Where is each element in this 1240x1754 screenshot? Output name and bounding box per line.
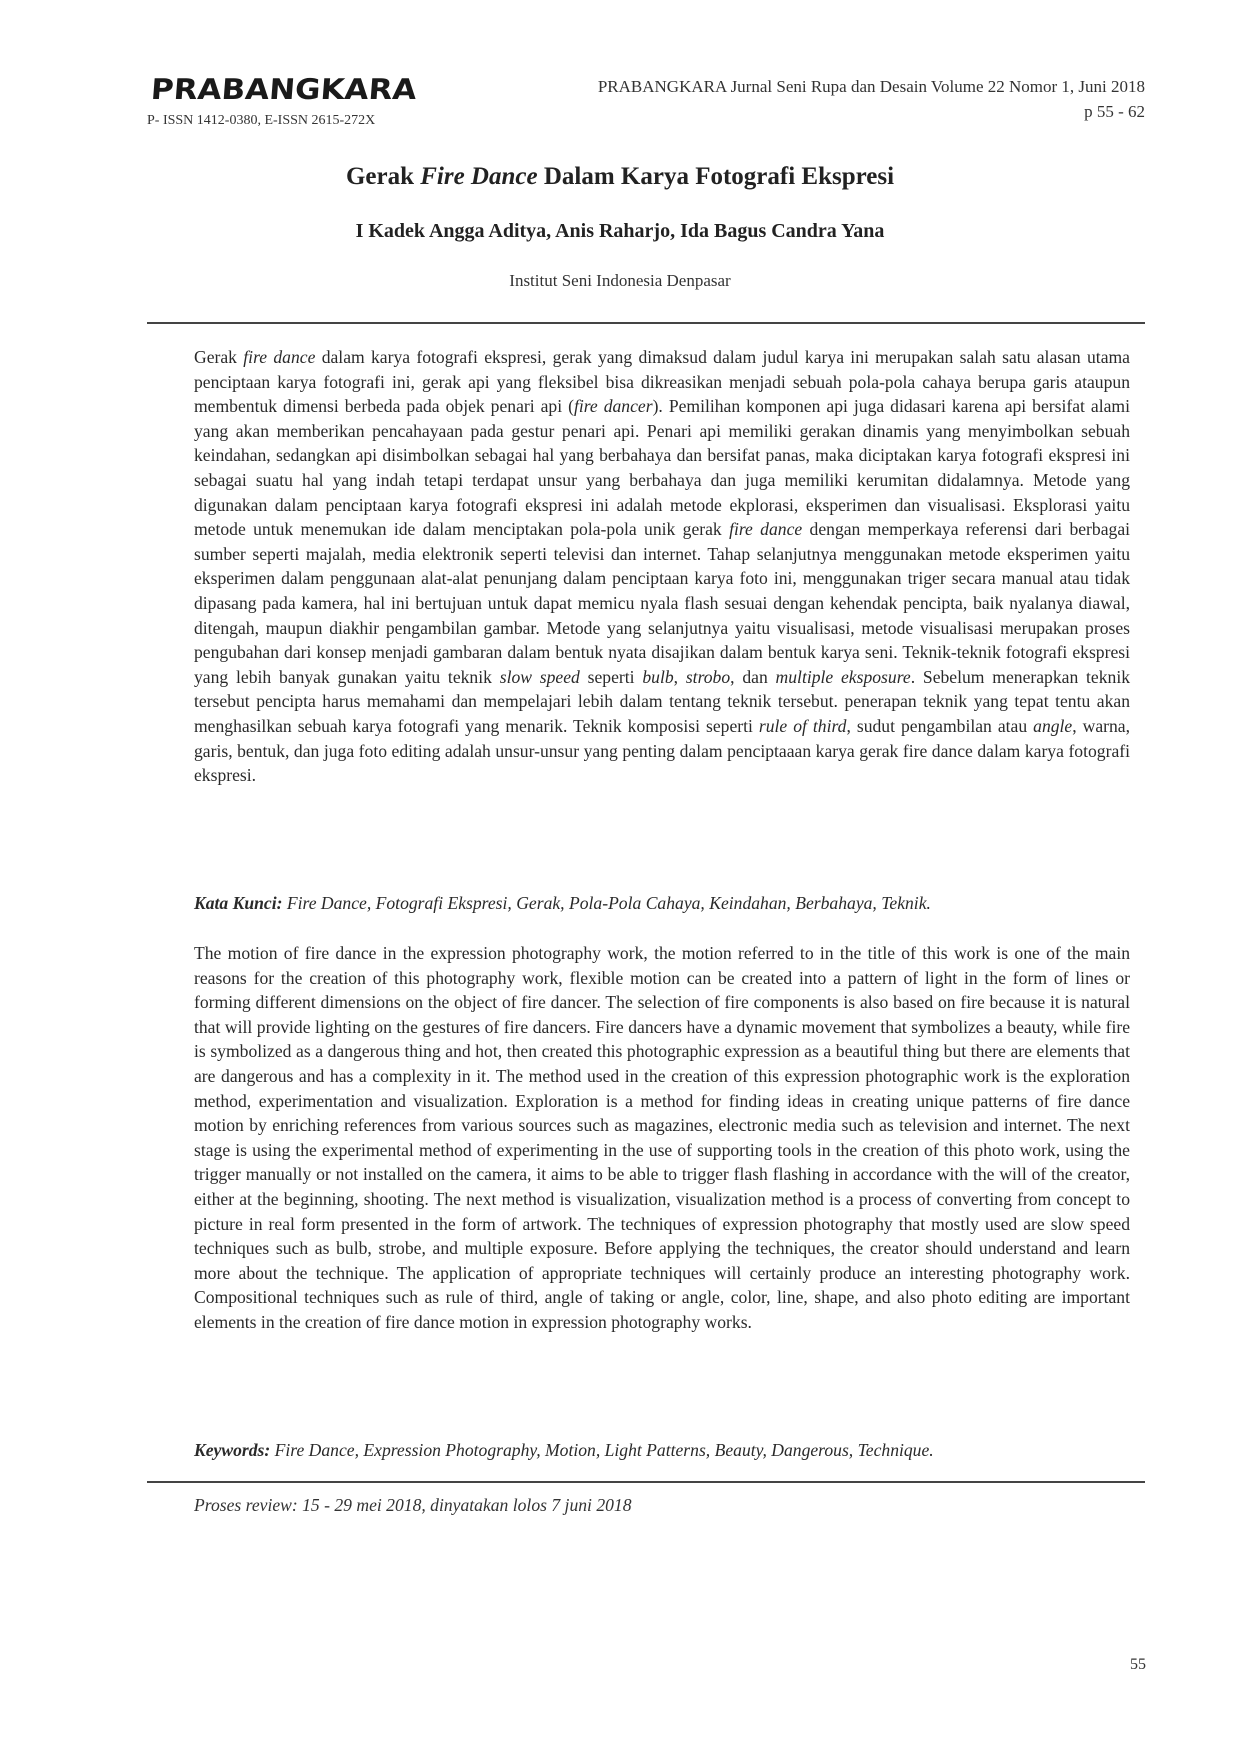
paper-authors: I Kadek Angga Aditya, Anis Raharjo, Ida Bagus Candra Yana bbox=[355, 220, 885, 242]
abs-id-s15: . Sebelum menerapkan teknik tersebut pencipta harus memahami dan mempelajari lebih dalam tentang teknik tersebut. penerapan teknik yang tepat tentu akan menghasilkan sebuah karya fotografi yang menarik. Teknik komposisi seperti bbox=[194, 666, 1131, 736]
abstract-indonesian bbox=[194, 345, 1130, 788]
paper-title bbox=[0, 163, 1240, 191]
page-number: 55 bbox=[1130, 1656, 1146, 1673]
abs-id-s4: fire dancer bbox=[573, 396, 653, 417]
title-italic: Fire Dance bbox=[420, 163, 538, 190]
abs-id-s13: , dan bbox=[730, 666, 776, 687]
abs-id-s14: multiple eksposure bbox=[775, 666, 911, 687]
journal-logo: PRABANGKARA bbox=[149, 73, 418, 107]
abs-id-s5: ). Pemilihan komponen api juga didasari karena api bersifat alami yang akan memberikan pencahayaan pada gestur penari api. Penari api memiliki gerakan dinamis yang menyimbolkan sebuah keindahan, sedangkan api disimbolkan sebagai hal yang berbahaya dan bersifat panas, maka diciptakan karya fotografi ekspresi ini sebagai suatu hal yang indah tetapi terdapat unsur yang berbahaya dan juga memiliki kerumitan didalamnya. Metode yang digunakan dalam penciptaan karya fotografi ekspresi ini adalah metode ekplorasi, eksperimen dan visualisasi. Eksplorasi yaitu metode untuk menemukan ide dalam menciptakan pola-pola unik gerak bbox=[194, 396, 1130, 540]
header-divider bbox=[147, 322, 1145, 324]
abs-id-s2: fire dance bbox=[243, 347, 316, 367]
abs-id-s7: dengan memperkaya referensi dari berbagai sumber seperti majalah, media elektronik seperti televisi dan internet. Tahap selanjutnya menggunakan metode eksperimen yaitu eksperimen dalam penggunaan alat-alat penunjang dalam penciptaan karya foto ini, menggunakan triger secara manual atau tidak dipasang pada kamera, hal ini bertujuan untuk dapat memicu nyala flash sesuai dengan kehendak pencipta, baik nyalanya diawal, ditengah, maupun diakhir pengambilan gambar. Metode yang selanjutnya yaitu visualisasi, metode visualisasi merupakan proses pengubahan dari konsep menjadi gambaran dalam bentuk nyata disajikan dalam bentuk karya seni. Teknik-teknik fotografi ekspresi yang lebih banyak gunakan yaitu teknik bbox=[194, 519, 1131, 687]
abs-id-s18: angle bbox=[1033, 715, 1073, 736]
abs-id-s19: , warna, garis, bentuk, dan juga foto editing adalah unsur-unsur yang penting dalam penciptaaan karya gerak fire dance dalam karya fotografi ekspresi. bbox=[194, 715, 1131, 786]
footer-divider bbox=[147, 1481, 1145, 1483]
keywords-en-label: Keywords: bbox=[194, 1440, 271, 1460]
keywords-en-text: Fire Dance, Expression Photography, Motion, Light Patterns, Beauty, Dangerous, Technique. bbox=[270, 1440, 934, 1460]
journal-pages-line: p 55 - 62 bbox=[1084, 102, 1145, 121]
title-part2: Dalam Karya Fotografi Ekspresi bbox=[537, 163, 895, 190]
abs-id-s6: fire dance bbox=[729, 519, 803, 540]
journal-volume-line: PRABANGKARA Jurnal Seni Rupa dan Desain Volume 22 Nomor 1, Juni 2018 bbox=[597, 77, 1145, 96]
keywords-id-text: Fire Dance, Fotografi Ekspresi, Gerak, Pola-Pola Cahaya, Keindahan, Berbahaya, Teknik. bbox=[282, 893, 931, 913]
keywords-indonesian bbox=[194, 893, 1130, 914]
author-institution: Institut Seni Indonesia Denpasar bbox=[509, 271, 731, 290]
issn-line: P- ISSN 1412-0380, E-ISSN 2615-272X bbox=[147, 113, 376, 128]
abs-id-s3: dalam karya fotografi ekspresi, gerak yang dimaksud dalam judul karya ini merupakan salah satu alasan utama penciptaan karya fotografi ini, gerak api yang fleksibel bisa dikreasikan menjadi sebuah pola-pola cahaya berupa garis ataupun membentuk dimensi berbeda pada objek penari api ( bbox=[194, 347, 1130, 417]
abs-id-s12: strobo bbox=[685, 666, 731, 687]
journal-citation bbox=[598, 74, 1145, 124]
abs-id-s17: , sudut pengambilan atau bbox=[846, 715, 1034, 736]
keywords-id-label: Kata Kunci: bbox=[194, 893, 283, 913]
abs-id-s8: slow speed bbox=[499, 666, 580, 687]
review-note: Proses review: 15 - 29 mei 2018, dinyatakan lolos 7 juni 2018 bbox=[194, 1495, 632, 1515]
abs-id-s11: , bbox=[673, 666, 686, 687]
keywords-english bbox=[194, 1440, 1130, 1461]
abs-id-s1: Gerak bbox=[194, 347, 244, 367]
abstract-english: The motion of fire dance in the expression photography work, the motion referred to in the title of this work is one of the main reasons for the creation of this photography work, flexible motion can be created into a pattern of light in the form of lines or forming different dimensions on the object of fire dancer. The selection of fire components is also based on fire because it is natural that will provide lighting on the gestures of fire dancers. Fire dancers have a dynamic movement that symbolizes a beauty, while fire is symbolized as a dangerous thing and hot, then created this photographic expression as a beautiful thing but there are elements that are dangerous and has a complexity in it. The method used in the creation of this expression photographic work is the exploration method, experimentation and visualization. Exploration is a method for finding ideas in creating unique patterns of fire dance motion by enriching references from various sources such as magazines, electronic media such as television and internet. The next stage is using the experimental method of experimenting in the use of supporting tools in the creation of this photo work, using the trigger manually or not installed on the camera, it aims to be able to trigger flash flashing in accordance with the will of the creator, either at the beginning, shooting. The next method is visualization, visualization method is a process of converting from concept to picture in real form presented in the form of artwork. The techniques of expression photography that mostly used are slow speed techniques such as bulb, strobe, and multiple exposure. Before applying the techniques, the creator should understand and learn more about the technique. The application of appropriate techniques will certainly produce an interesting photography work. Compositional techniques such as rule of third, angle of taking or angle, color, line, shape, and also photo editing are important elements in the creation of fire dance motion in expression photography works. bbox=[194, 943, 1130, 1332]
abs-id-s16: rule of third bbox=[758, 715, 847, 736]
abs-id-s9: seperti bbox=[579, 666, 643, 687]
abs-id-s10: bulb bbox=[642, 666, 674, 687]
title-part1: Gerak bbox=[345, 163, 421, 190]
